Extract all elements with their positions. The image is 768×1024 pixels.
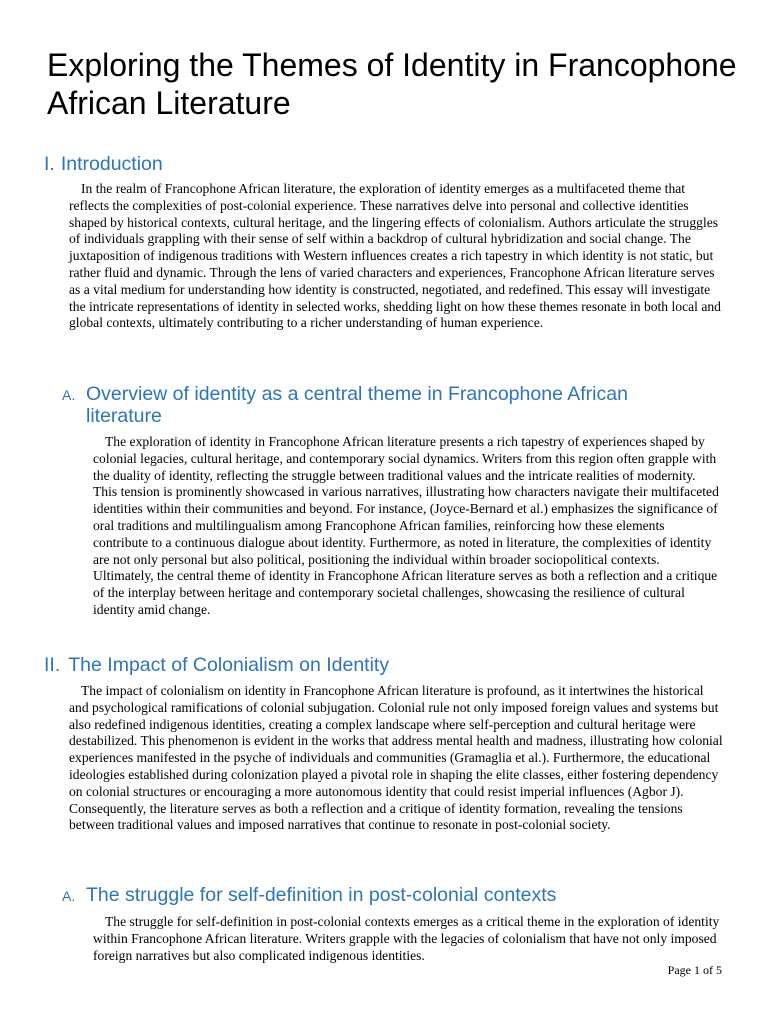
section-heading-introduction — [44, 152, 163, 176]
section-heading-text: The Impact of Colonialism on Identity — [68, 654, 390, 676]
section-heading-text: Introduction — [60, 153, 163, 175]
subsection-heading-overview — [62, 383, 676, 427]
subsection-number: A. — [62, 387, 76, 403]
subsection-number: A. — [62, 888, 76, 904]
section-number: I. — [44, 153, 55, 175]
page-number: Page 1 of 5 — [667, 963, 722, 977]
subsection-heading-self-definition — [62, 884, 676, 906]
section-number: II. — [44, 654, 61, 676]
subsection-heading-text: The struggle for self-definition in post-colonial contexts — [86, 884, 557, 906]
subsection-heading-text: Overview of identity as a central theme in Francophone African literature — [86, 383, 628, 427]
overview-paragraph: The exploration of identity in Francophone African literature presents a rich tapestry of experiences shaped by colonial legacies, cultural heritage, and contemporary social dynamics. Writers from this region often grapple with the duality of identity, reflecting the struggle between traditional values and the intricate realities of modernity. This tension is prominently showcased in various narratives, illustrating how characters navigate their multifaceted identities within their communities and beyond. For instance, (Joyce-Bernard et al.) emphasizes the significance of oral traditions and multilingualism among Francophone African families, reinforcing how these elements contribute to a continuous dialogue about identity. Furthermore, as noted in literature, the complexities of identity are not only personal but also political, positioning the individual within broader sociopolitical contexts. Ultimately, the central theme of identity in Francophone African literature serves as both a reflection and a critique of the interplay between heritage and contemporary societal challenges, showcasing the resilience of cultural identity amid change. — [93, 434, 719, 617]
introduction-paragraph: In the realm of Francophone African literature, the exploration of identity emerges as a multifaceted theme that reflects the complexities of post-colonial experience. These narratives delve into personal and collective identities shaped by historical contexts, cultural heritage, and the lingering effects of colonialism. Authors articulate the struggles of individuals grappling with their sense of self within a backdrop of cultural hybridization and social change. The juxtaposition of indigenous traditions with Western influences creates a rich tapestry in which identity is not static, but rather fluid and dynamic. Through the lens of varied characters and experiences, Francophone African literature serves as a vital medium for understanding how identity is constructed, negotiated, and redefined. This essay will investigate the intricate representations of identity in selected works, shedding light on how these themes resonate in both local and global contexts, ultimately contributing to a richer understanding of human experience. — [69, 181, 721, 331]
colonialism-paragraph: The impact of colonialism on identity in Francophone African literature is profound, as it intertwines the historical and psychological ramifications of colonial subjugation. Colonial rule not only imposed foreign values and systems but also redefined indigenous identities, creating a complex landscape where self-perception and cultural heritage were destabilized. This phenomenon is evident in the works that address mental health and madness, illustrating how colonial experiences manifested in the psyche of individuals and communities (Gramaglia et al.). Furthermore, the educational ideologies established during colonization played a pivotal role in shaping the elite classes, either fostering dependency on colonial structures or encouraging a more autonomous identity that could resist imperial influences (Agbor J). Consequently, the literature serves as both a reflection and a critique of identity formation, revealing the tensions between traditional values and imposed narratives that continue to resonate in post-colonial society. — [69, 683, 723, 833]
section-heading-colonialism — [44, 653, 389, 677]
self-definition-paragraph: The struggle for self-definition in post-colonial contexts emerges as a critical theme in the exploration of identity within Francophone African literature. Writers grapple with the legacies of colonialism that have not only imposed foreign narratives but also complicated indigenous identities. — [93, 914, 720, 963]
document-title: Exploring the Themes of Identity in Francophone African Literature — [47, 47, 737, 121]
